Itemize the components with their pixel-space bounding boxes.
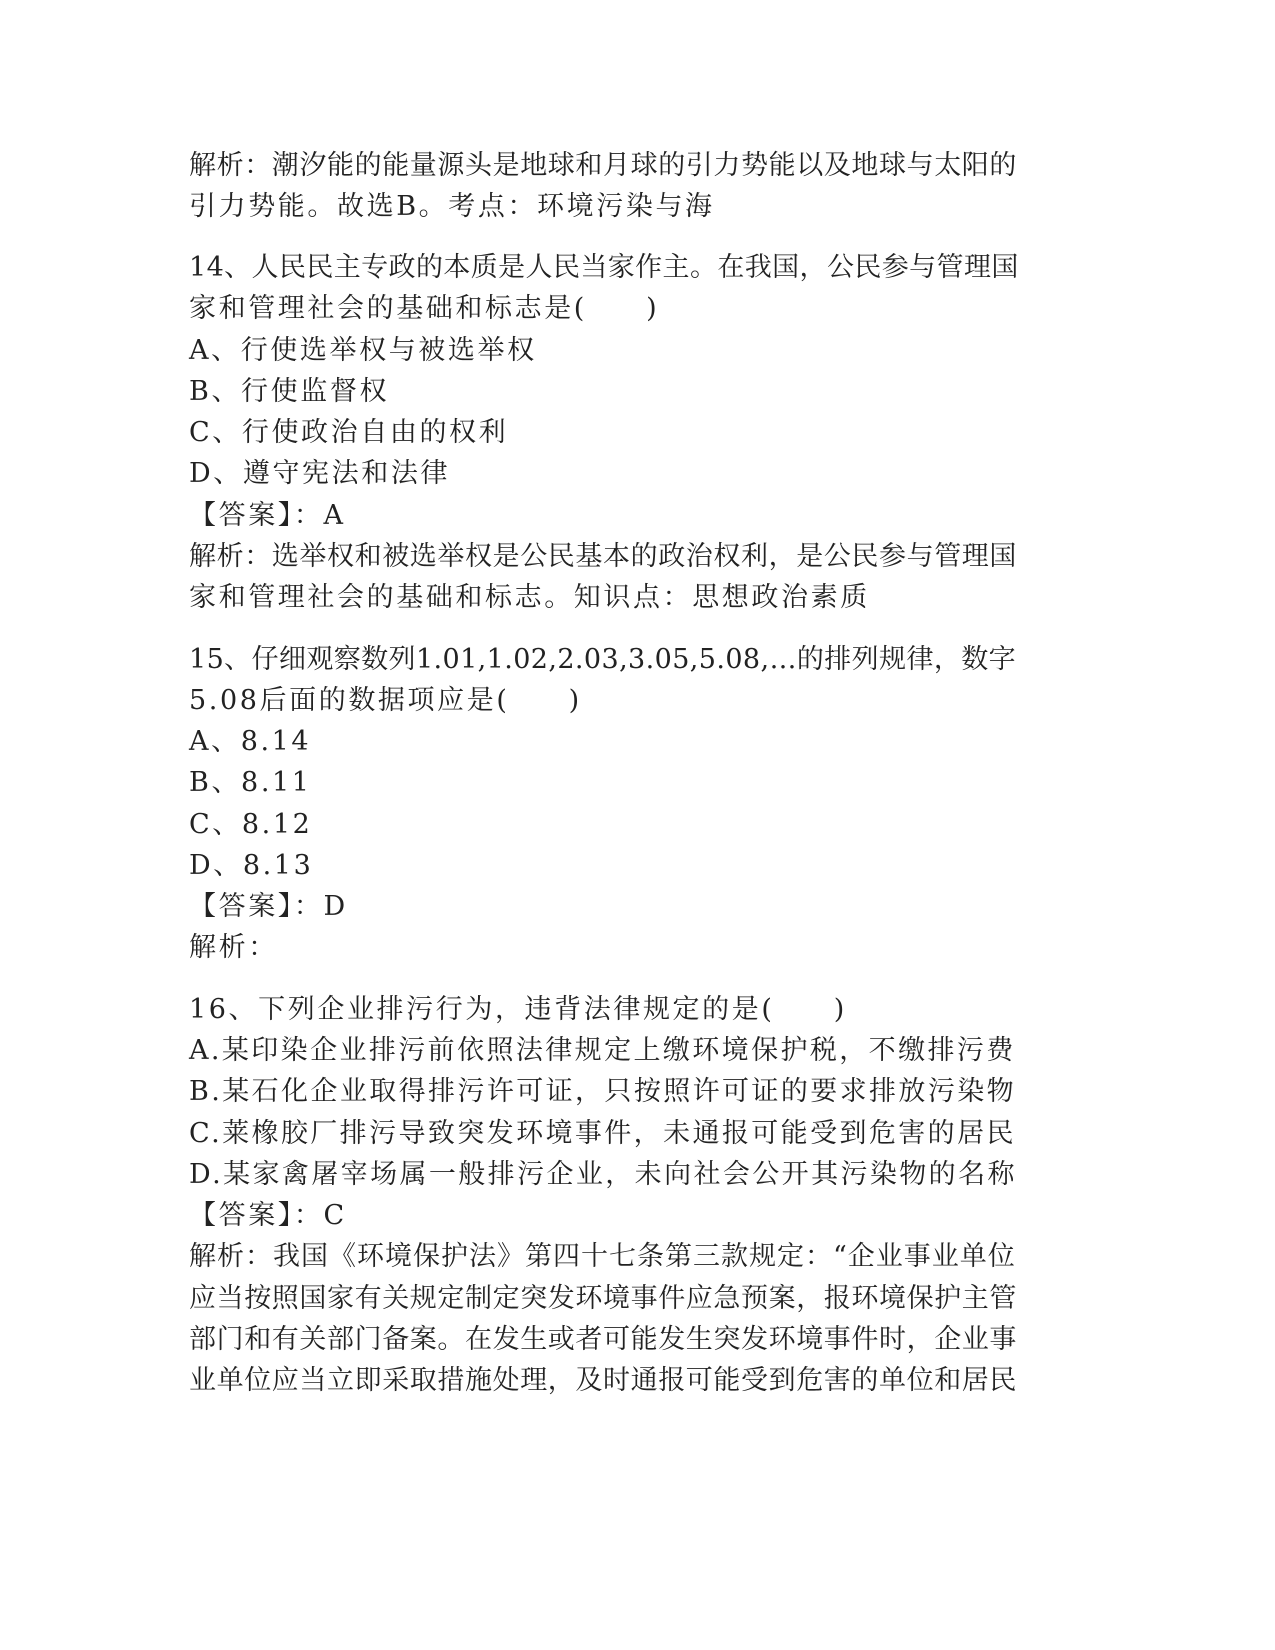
option-a: A、行使选举权与被选举权	[189, 335, 537, 366]
answer-line: 【答案】：D	[189, 891, 348, 922]
option-b: B、行使监督权	[189, 376, 390, 407]
option-d: D、遵守宪法和法律	[189, 458, 451, 489]
option-a: A、8.14	[189, 726, 312, 757]
analysis-line: 业单位应当立即采取措施处理，及时通报可能受到危害的单位和居民	[189, 1365, 1017, 1396]
option-c: C.莱橡胶厂排污导致突发环境事件，未通报可能受到危害的居民	[189, 1118, 1016, 1149]
analysis-line: 应当按照国家有关规定制定突发环境事件应急预案，报环境保护主管	[189, 1283, 1017, 1314]
answer-line: 【答案】：C	[189, 1200, 347, 1231]
option-d: D.某家禽屠宰场属一般排污企业，未向社会公开其污染物的名称	[189, 1159, 1017, 1190]
question-stem-line: 15、仔细观察数列1.01,1.02,2.03,3.05,5.08,…的排列规律，数字	[189, 644, 1017, 675]
option-b: B.某石化企业取得排污许可证，只按照许可证的要求排放污染物	[189, 1076, 1017, 1107]
question-stem-line: 家和管理社会的基础和标志是( )	[189, 293, 660, 324]
question-stem-line: 14、人民民主专政的本质是人民当家作主。在我国，公民参与管理国	[189, 252, 1019, 283]
option-b: B、8.11	[189, 767, 312, 798]
analysis-line: 家和管理社会的基础和标志。知识点：思想政治素质	[189, 582, 870, 613]
question-stem-line: 16、下列企业排污行为，违背法律规定的是( )	[189, 994, 847, 1025]
option-c: C、8.12	[189, 809, 313, 840]
question-stem-line: 5.08后面的数据项应是( )	[189, 685, 582, 716]
option-d: D、8.13	[189, 850, 314, 881]
analysis-line: 解析：我国《环境保护法》第四十七条第三款规定：“企业事业单位	[189, 1241, 1016, 1272]
analysis-line: 解析：	[189, 932, 278, 963]
analysis-line: 部门和有关部门备案。在发生或者可能发生突发环境事件时，企业事	[189, 1324, 1017, 1355]
answer-line: 【答案】：A	[189, 500, 346, 531]
option-a: A.某印染企业排污前依照法律规定上缴环境保护税，不缴排污费	[189, 1035, 1016, 1066]
analysis-line: 解析：潮汐能的能量源头是地球和月球的引力势能以及地球与太阳的	[189, 150, 1017, 181]
analysis-line: 解析：选举权和被选举权是公民基本的政治权利，是公民参与管理国	[189, 541, 1017, 572]
analysis-line: 引力势能。故选B。考点：环境污染与海	[189, 191, 715, 222]
option-c: C、行使政治自由的权利	[189, 417, 509, 448]
